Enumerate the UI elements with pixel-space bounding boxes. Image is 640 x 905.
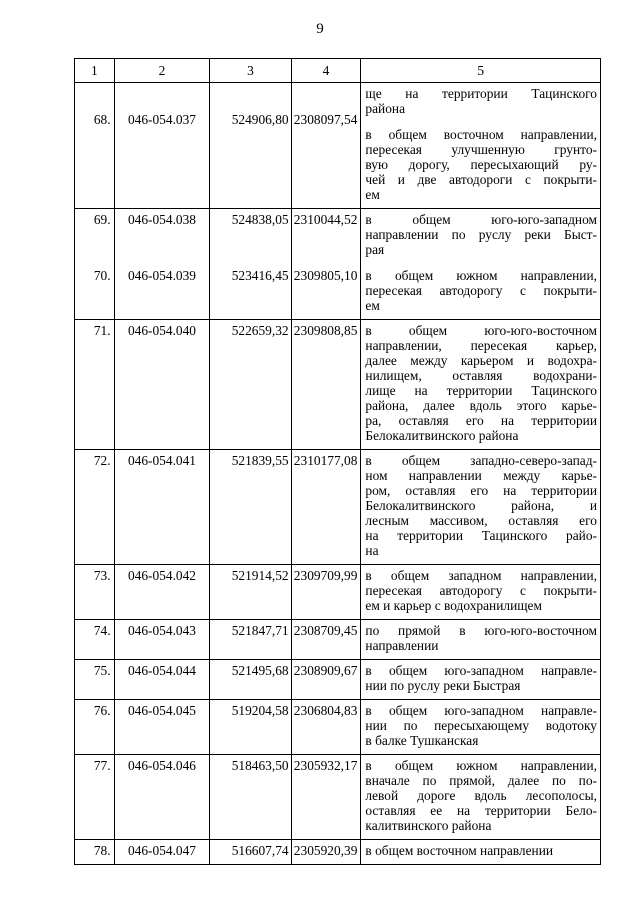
point-id-cell: [114, 840, 210, 865]
description-line: ще на территории Тацинского: [365, 86, 597, 101]
description-line: направлении по руслу реки Быст-: [365, 227, 597, 242]
table-body: [75, 83, 601, 865]
coord-x: 522659,32: [231, 323, 289, 338]
coord-x-cell: [210, 620, 291, 660]
header-col-2: 2: [114, 59, 210, 83]
row-number: 71.: [93, 323, 111, 338]
description-line: в общем юго-юго-восточном: [365, 323, 597, 338]
row-number: 70.: [93, 268, 111, 283]
description-cell: [361, 755, 601, 840]
coord-x: 524838,05: [231, 212, 289, 227]
row-number: 69.: [93, 212, 111, 227]
row-number: 77.: [93, 758, 111, 773]
description-line: нии по пересыхающему водотоку: [365, 718, 597, 733]
row-number: 68.: [93, 112, 111, 127]
coord-x: 521847,71: [231, 623, 289, 638]
coord-y-cell: [291, 660, 361, 700]
point-id: 046-054.043: [127, 623, 197, 638]
coord-y-cell: [291, 209, 361, 320]
row-number-cell: [75, 565, 115, 620]
description-line: в балке Тушканская: [365, 733, 479, 748]
description-line: чей и две автодороги с покрыти-: [365, 172, 597, 187]
description-cell: [361, 840, 601, 865]
description-line: рая: [365, 242, 385, 257]
row-number-cell: [75, 660, 115, 700]
coord-y: 2309805,10: [293, 268, 358, 283]
table-row: [75, 660, 601, 700]
coord-x-cell: [210, 450, 291, 565]
coord-y-cell: [291, 755, 361, 840]
point-id: 046-054.040: [127, 323, 197, 338]
coord-y-cell: [291, 450, 361, 565]
point-id-cell: [114, 565, 210, 620]
description-line: направлении: [365, 638, 439, 653]
description-line: по прямой в юго-юго-восточном: [365, 623, 597, 638]
row-number-cell: [75, 755, 115, 840]
coord-y-cell: [291, 320, 361, 450]
coord-x: 523416,45: [231, 268, 289, 283]
description-cell: [361, 320, 601, 450]
description-line: в общем юго-западном направле-: [365, 703, 597, 718]
coord-y: 2309808,85: [293, 323, 358, 338]
point-id: 046-054.046: [127, 758, 197, 773]
point-id: 046-054.037: [127, 112, 197, 127]
point-id: 046-054.038: [127, 212, 197, 227]
description-line: ра, оставляя его на территории: [365, 413, 597, 428]
description-line: ем и карьер с водохранилищем: [365, 598, 542, 613]
description-cell: [361, 209, 601, 320]
table-row: [75, 755, 601, 840]
point-id: 046-054.047: [127, 843, 197, 858]
description-line: калитвинского района: [365, 818, 492, 833]
page-number: 9: [316, 21, 324, 37]
coord-y-cell: [291, 700, 361, 755]
description-cell: [361, 83, 601, 209]
table-header-row: [75, 59, 601, 83]
boundary-points-table-container: [74, 58, 601, 865]
coord-x: 519204,58: [231, 703, 289, 718]
coord-y: 2309709,99: [293, 568, 358, 583]
description-line: пересекая автодорогу с покрыти-: [365, 583, 597, 598]
coord-y-cell: [291, 840, 361, 865]
coord-x-cell: [210, 83, 291, 209]
coord-x-cell: [210, 320, 291, 450]
boundary-points-table: [74, 58, 601, 865]
row-number-cell: [75, 450, 115, 565]
description-line: левой дороге вдоль лесополосы,: [365, 788, 597, 803]
description-line: далее между карьером и водохра-: [365, 353, 597, 368]
point-id: 046-054.044: [127, 663, 197, 678]
description-line: в общем западном направлении,: [365, 568, 597, 583]
row-number: 73.: [93, 568, 111, 583]
row-number-cell: [75, 320, 115, 450]
point-id-cell: [114, 83, 210, 209]
description-line: лесным массивом, оставляя его: [365, 513, 597, 528]
coord-y-cell: [291, 620, 361, 660]
point-id-cell: [114, 209, 210, 320]
description-line: Белокалитвинского района: [365, 428, 519, 443]
table-row: [75, 83, 601, 209]
coord-y: 2305932,17: [293, 758, 358, 773]
row-number: 72.: [93, 453, 111, 468]
coord-x: 521495,68: [231, 663, 289, 678]
coord-y: 2305920,39: [293, 843, 358, 858]
row-number-cell: [75, 620, 115, 660]
table-row: [75, 209, 601, 320]
table-row: [75, 565, 601, 620]
description-line: ем: [365, 187, 380, 202]
point-id: 046-054.045: [127, 703, 197, 718]
table-row: [75, 620, 601, 660]
coord-x: 521914,52: [231, 568, 289, 583]
point-id: 046-054.041: [127, 453, 197, 468]
row-number: 76.: [93, 703, 111, 718]
description-line: нии по руслу реки Быстрая: [365, 678, 521, 693]
coord-y: 2308709,45: [293, 623, 358, 638]
point-id-cell: [114, 700, 210, 755]
point-id-cell: [114, 320, 210, 450]
point-id: 046-054.042: [127, 568, 197, 583]
description-line: в общем восточном направлении,: [365, 127, 597, 142]
description-line: ем: [365, 298, 380, 313]
table-row: [75, 320, 601, 450]
point-id-cell: [114, 755, 210, 840]
description-cell: [361, 450, 601, 565]
row-number-cell: [75, 83, 115, 209]
description-line: ром, оставляя его на территории: [365, 483, 597, 498]
description-cell: [361, 660, 601, 700]
row-number-cell: [75, 209, 115, 320]
row-number: 74.: [93, 623, 111, 638]
coord-x-cell: [210, 840, 291, 865]
table-row: [75, 840, 601, 865]
coord-x-cell: [210, 755, 291, 840]
description-line: в общем восточном направлении: [365, 843, 554, 858]
coord-y: 2308097,54: [293, 112, 358, 127]
point-id: 046-054.039: [127, 268, 197, 283]
header-col-5: 5: [361, 59, 601, 83]
description-line: района, далее вдоль этого карье-: [365, 398, 597, 413]
header-col-3: 3: [210, 59, 291, 83]
description-line: вую дорогу, пересыхающий ру-: [365, 157, 597, 172]
description-line: направлении, пересекая карьер,: [365, 338, 597, 353]
description-cell: [361, 565, 601, 620]
description-line: в общем западно-северо-запад-: [365, 453, 597, 468]
table-row: [75, 700, 601, 755]
description-cell: [361, 620, 601, 660]
table-row: [75, 450, 601, 565]
coord-x: 521839,55: [231, 453, 289, 468]
description-line: в общем юго-западном направле-: [365, 663, 597, 678]
coord-y: 2308909,67: [293, 663, 358, 678]
description-cell: [361, 700, 601, 755]
description-line: ном направлении между карье-: [365, 468, 597, 483]
description-line: на: [365, 543, 379, 558]
description-line: пересекая автодорогу с покрыти-: [365, 283, 597, 298]
coord-y-cell: [291, 565, 361, 620]
coord-y-cell: [291, 83, 361, 209]
coord-x: 516607,74: [231, 843, 289, 858]
coord-x-cell: [210, 700, 291, 755]
coord-x: 518463,50: [231, 758, 289, 773]
row-number-cell: [75, 700, 115, 755]
coord-x-cell: [210, 209, 291, 320]
row-number-cell: [75, 840, 115, 865]
description-line: вначале по прямой, далее по по-: [365, 773, 597, 788]
header-col-1: 1: [75, 59, 115, 83]
description-line: на территории Тацинского райо-: [365, 528, 597, 543]
description-line: Белокалитвинского района, и: [365, 498, 597, 513]
row-number: 75.: [93, 663, 111, 678]
description-line: пересекая улучшенную грунто-: [365, 142, 597, 157]
coord-x-cell: [210, 565, 291, 620]
description-line: нилищем, оставляя водохрани-: [365, 368, 597, 383]
coord-y: 2310044,52: [293, 212, 358, 227]
description-line: оставляя ее на территории Бело-: [365, 803, 597, 818]
coord-x-cell: [210, 660, 291, 700]
header-col-4: 4: [291, 59, 361, 83]
row-number: 78.: [93, 843, 111, 858]
coord-y: 2306804,83: [293, 703, 358, 718]
point-id-cell: [114, 450, 210, 565]
point-id-cell: [114, 620, 210, 660]
coord-x: 524906,80: [231, 112, 289, 127]
point-id-cell: [114, 660, 210, 700]
description-line: лище на территории Тацинского: [365, 383, 597, 398]
description-line: в общем южном направлении,: [365, 268, 597, 283]
coord-y: 2310177,08: [293, 453, 358, 468]
description-line: в общем юго-юго-западном: [365, 212, 597, 227]
description-line: района: [365, 101, 406, 116]
description-line: в общем южном направлении,: [365, 758, 597, 773]
